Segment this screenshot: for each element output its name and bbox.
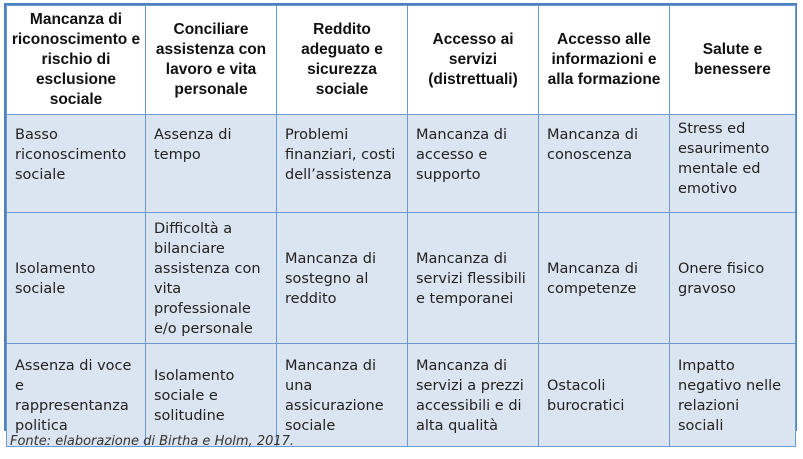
table-cell: Isolamento sociale bbox=[7, 213, 146, 344]
table-cell: Mancanza di accesso e supporto bbox=[408, 115, 539, 213]
table-cell: Mancanza di una assicurazione sociale bbox=[277, 344, 408, 447]
table-cell: Problemi finanziari, costi dell’assistenza bbox=[277, 115, 408, 213]
table-cell: Impatto negativo nelle relazioni sociali bbox=[670, 344, 796, 447]
header-row bbox=[7, 6, 796, 115]
table-cell: Mancanza di conoscenza bbox=[539, 115, 670, 213]
table-cell: Stress ed esaurimento mentale ed emotivo bbox=[670, 115, 796, 213]
table-cell: Mancanza di servizi flessibili e temporanei bbox=[408, 213, 539, 344]
table-row bbox=[7, 213, 796, 344]
header-cell-information: Accesso alle informazioni e alla formazione bbox=[539, 6, 670, 115]
header-cell-recognition: Mancanza di riconoscimento e rischio di esclusione sociale bbox=[7, 6, 146, 115]
table-cell: Assenza di tempo bbox=[146, 115, 277, 213]
needs-table-container bbox=[4, 3, 797, 434]
header-cell-services: Accesso ai servizi (distrettuali) bbox=[408, 6, 539, 115]
table-cell: Isolamento sociale e solitudine bbox=[146, 344, 277, 447]
table-cell: Ostacoli burocratici bbox=[539, 344, 670, 447]
header-cell-work-life: Conciliare assistenza con lavoro e vita personale bbox=[146, 6, 277, 115]
table-cell: Mancanza di sostegno al reddito bbox=[277, 213, 408, 344]
table-cell: Difficoltà a bilanciare assistenza con vita professionale e/o personale bbox=[146, 213, 277, 344]
table-cell: Mancanza di competenze bbox=[539, 213, 670, 344]
source-footnote: Fonte: elaborazione di Birtha e Holm, 2017. bbox=[10, 434, 295, 449]
table-cell: Onere fisico gravoso bbox=[670, 213, 796, 344]
needs-table bbox=[6, 5, 796, 447]
table-row bbox=[7, 344, 796, 447]
table-cell: Assenza di voce e rappresentanza politica bbox=[7, 344, 146, 447]
header-cell-income: Reddito adeguato e sicurezza sociale bbox=[277, 6, 408, 115]
header-cell-health: Salute e benessere bbox=[670, 6, 796, 115]
table-row bbox=[7, 115, 796, 213]
table-cell: Basso riconoscimento sociale bbox=[7, 115, 146, 213]
table-cell: Mancanza di servizi a prezzi accessibili e di alta qualità bbox=[408, 344, 539, 447]
